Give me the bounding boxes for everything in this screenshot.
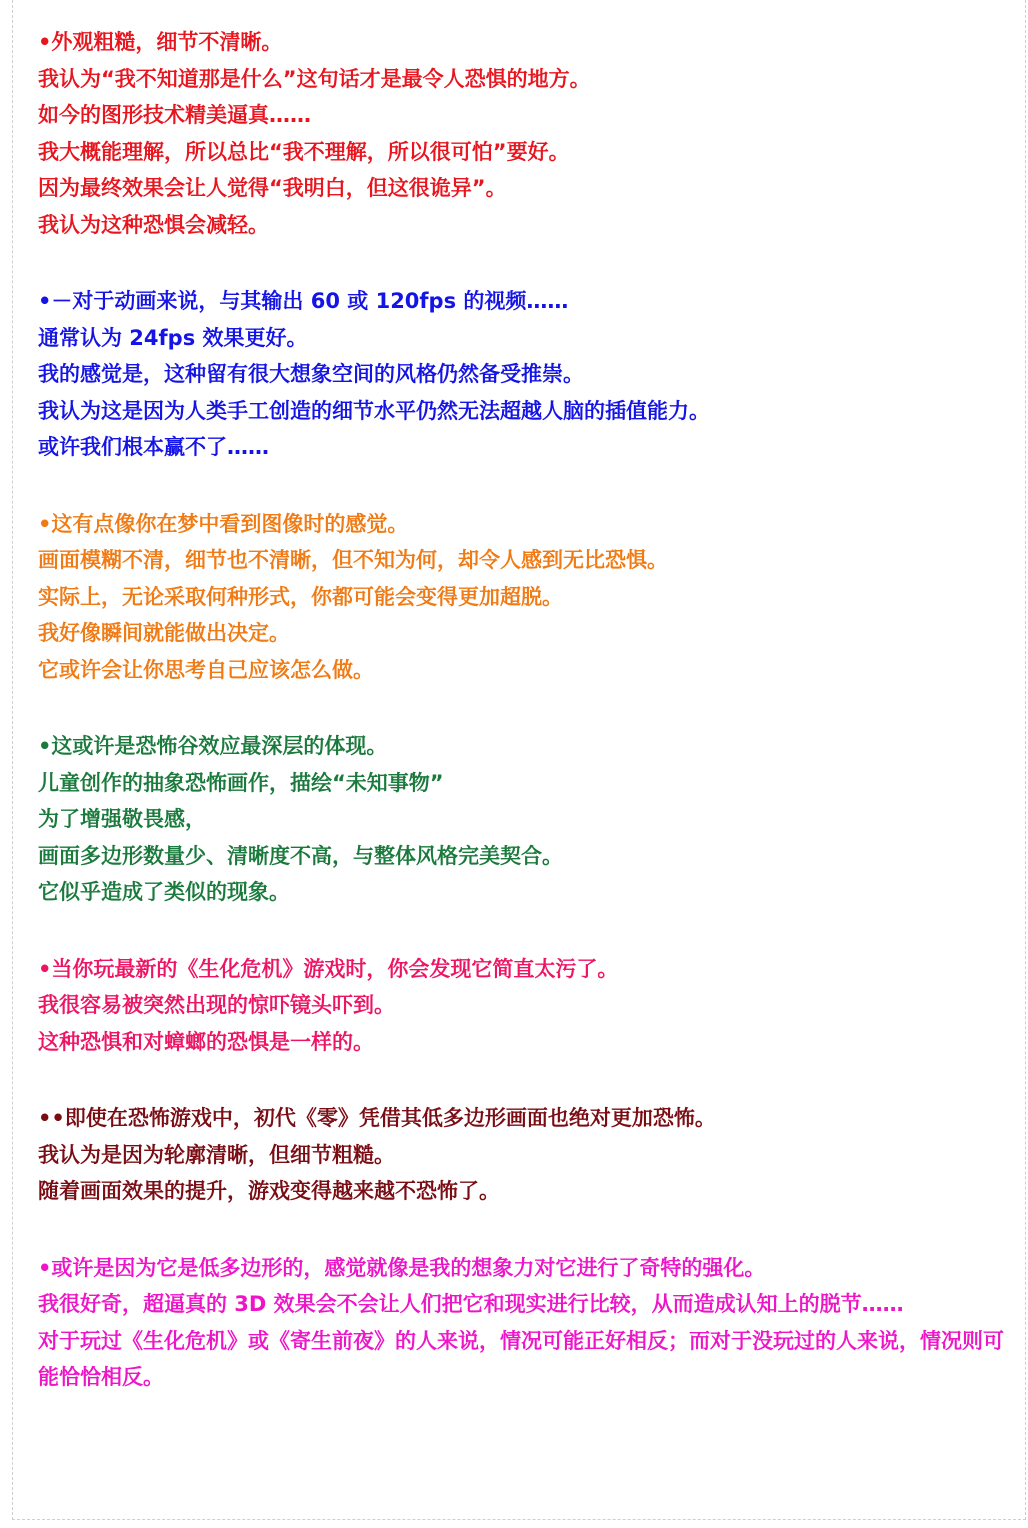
comment-line: ••即使在恐怖游戏中，初代《零》凭借其低多边形画面也绝对更加恐怖。 — [38, 1106, 716, 1130]
comment-line: 实际上，无论采取何种形式，你都可能会变得更加超脱。 — [38, 584, 563, 609]
comment-line: •或许是因为它是低多边形的，感觉就像是我的想象力对它进行了奇特的强化。 — [38, 1255, 766, 1280]
comment-line: 我认为这是因为人类手工创造的细节水平仍然无法超越人脑的插值能力。 — [38, 398, 710, 423]
comment-line: 为了增强敬畏感， — [38, 807, 206, 831]
comment-line: 随着画面效果的提升，游戏变得越来越不恐怖了。 — [38, 1179, 500, 1203]
comment-line: 它或许会让你思考自己应该怎么做。 — [38, 657, 374, 682]
comment-line: •当你玩最新的《生化危机》游戏时，你会发现它简直太污了。 — [38, 956, 619, 981]
comment-line: 这种恐惧和对蟑螂的恐惧是一样的。 — [38, 1029, 374, 1054]
comment-block-3 — [38, 506, 1013, 689]
comment-line: 因为最终效果会让人觉得“我明白，但这很诡异”。 — [38, 176, 507, 200]
comment-line: 我的感觉是，这种留有很大想象空间的风格仍然备受推崇。 — [38, 362, 584, 386]
comment-line: 我大概能理解，所以总比“我不理解，所以很可怕”要好。 — [38, 139, 570, 164]
comment-line: 它似乎造成了类似的现象。 — [38, 880, 290, 904]
comment-block-5 — [38, 951, 1013, 1061]
comment-block-4 — [38, 728, 1013, 911]
comment-line: 我很容易被突然出现的惊吓镜头吓到。 — [38, 993, 395, 1017]
comment-line: •这或许是恐怖谷效应最深层的体现。 — [38, 734, 388, 758]
comment-line: 画面多边形数量少、清晰度不高，与整体风格完美契合。 — [38, 843, 563, 868]
comment-block-7 — [38, 1250, 1013, 1396]
comment-list — [38, 24, 1013, 1436]
comment-line: 我好像瞬间就能做出决定。 — [38, 621, 290, 645]
comment-line: 我认为是因为轮廓清晰，但细节粗糙。 — [38, 1142, 395, 1167]
comment-line: 或许我们根本赢不了…… — [38, 435, 269, 459]
comment-line: 如今的图形技术精美逼真…… — [38, 103, 311, 127]
comment-block-2 — [38, 283, 1013, 466]
comment-line: 我很好奇，超逼真的 3D 效果会不会让人们把它和现实进行比较，从而造成认知上的脱节…… — [38, 1292, 904, 1316]
comment-line: 画面模糊不清，细节也不清晰，但不知为何，却令人感到无比恐惧。 — [38, 548, 668, 572]
comment-line: •－对于动画来说，与其输出 60 或 120fps 的视频…… — [38, 289, 569, 313]
comment-line: 儿童创作的抽象恐怖画作，描绘“未知事物” — [38, 770, 444, 795]
comment-line: 通常认为 24fps 效果更好。 — [38, 325, 308, 350]
comment-line: 我认为“我不知道那是什么”这句话才是最令人恐惧的地方。 — [38, 66, 591, 91]
comment-line: 我认为这种恐惧会减轻。 — [38, 212, 269, 237]
comment-line: •外观粗糙，细节不清晰。 — [38, 30, 283, 54]
comment-line: •这有点像你在梦中看到图像时的感觉。 — [38, 511, 409, 536]
comment-block-6 — [38, 1100, 1013, 1210]
comment-line: 对于玩过《生化危机》或《寄生前夜》的人来说，情况可能正好相反；而对于没玩过的人来说，情况则可能恰恰相反。 — [38, 1328, 1004, 1389]
comment-block-1 — [38, 24, 1013, 243]
